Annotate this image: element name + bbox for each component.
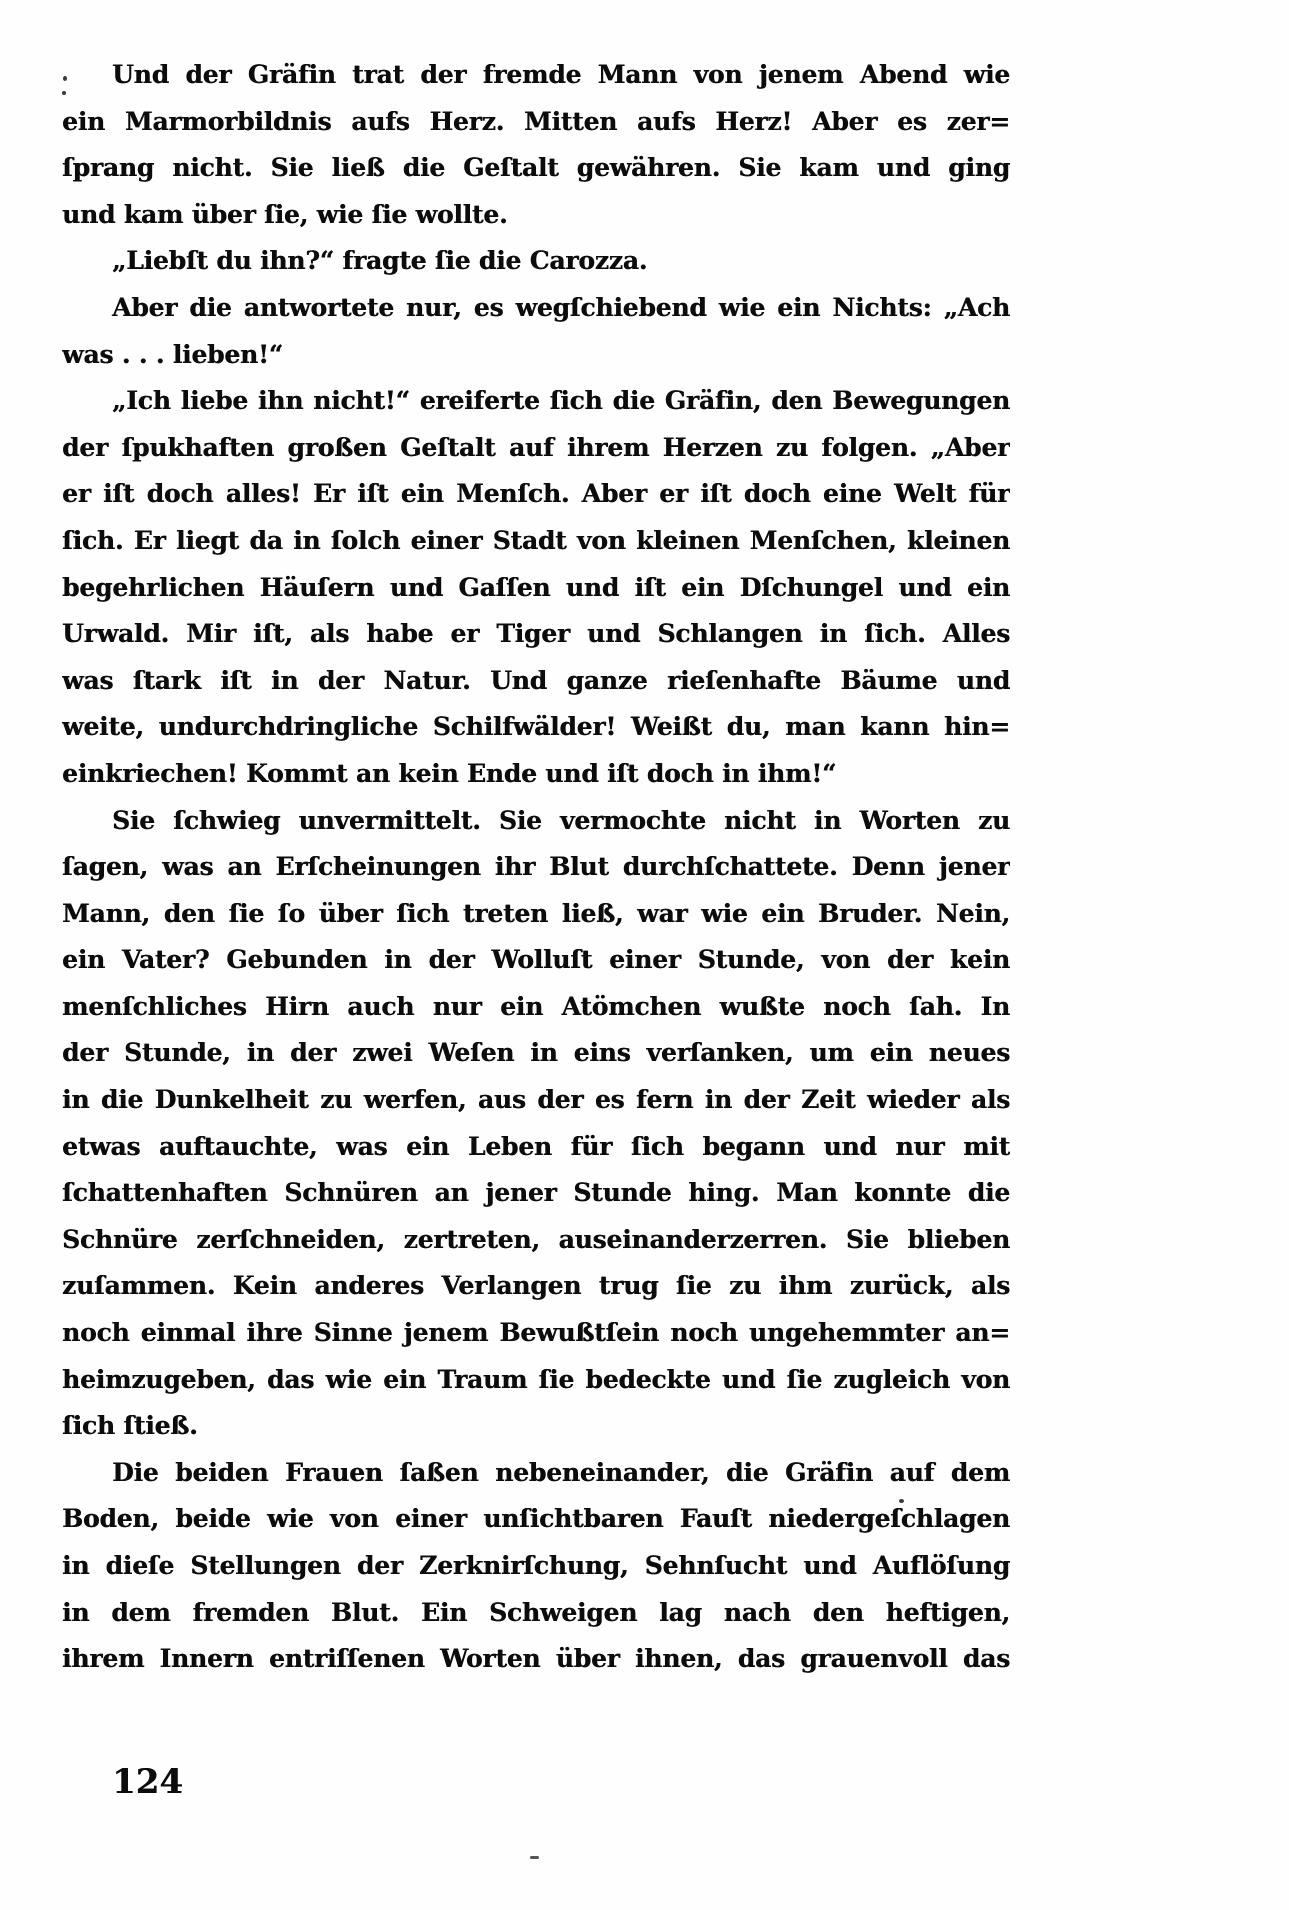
text-line: Boden, beide wie von einer unſichtbaren Fauſt niedergeſchlagen bbox=[62, 1504, 1010, 1534]
scan-artifact bbox=[530, 1856, 539, 1859]
text-line: er iſt doch alles! Er iſt ein Menſch. Aber er iſt doch eine Welt für bbox=[62, 479, 1010, 509]
text-line: heimzugeben, das wie ein Traum ſie bedeckte und ſie zugleich von bbox=[62, 1364, 1010, 1394]
text-line: weite, undurchdringliche Schilfwälder! Weißt du, man kann hin= bbox=[62, 712, 1010, 742]
text-line: „Liebſt du ihn?“ fragte ſie die Carozza. bbox=[112, 246, 648, 276]
text-line: Schnüre zerſchneiden, zertreten, auseinanderzerren. Sie blieben bbox=[62, 1224, 1010, 1254]
text-line: einkriechen! Kommt an kein Ende und iſt doch in ihm!“ bbox=[62, 758, 837, 788]
text-line: ihrem Innern entriſſenen Worten über ihnen, das grauenvoll das bbox=[62, 1644, 1010, 1674]
text-line: Aber die antwortete nur, es wegſchiebend wie ein Nichts: „Ach bbox=[112, 292, 1010, 322]
text-line: etwas auftauchte, was ein Leben für ſich begann und nur mit bbox=[62, 1131, 1010, 1161]
text-line: was ſtark iſt in der Natur. Und ganze rieſenhafte Bäume und bbox=[62, 665, 1010, 695]
text-line: ſich. Er liegt da in ſolch einer Stadt von kleinen Menſchen, kleinen bbox=[62, 525, 1010, 555]
text-line: ſagen, was an Erſcheinungen ihr Blut durchſchattete. Denn jener bbox=[62, 852, 1010, 882]
text-line: ſich ſtieß. bbox=[62, 1411, 198, 1441]
text-line: ein Marmorbildnis aufs Herz. Mitten aufs Herz! Aber es zer= bbox=[62, 106, 1010, 136]
text-line: in die Dunkelheit zu werfen, aus der es fern in der Zeit wieder als bbox=[62, 1085, 1010, 1115]
text-line: „Ich liebe ihn nicht!“ ereiferte ſich die Gräfin, den Bewegungen bbox=[112, 386, 1010, 416]
text-line: was . . . lieben!“ bbox=[62, 339, 283, 369]
text-line: in dem fremden Blut. Ein Schweigen lag nach den heftigen, bbox=[62, 1597, 1010, 1627]
text-line: ſchattenhaften Schnüren an jener Stunde hing. Man konnte die bbox=[62, 1178, 1010, 1208]
page-number: 124 bbox=[112, 1762, 183, 1802]
text-line: Die beiden Frauen ſaßen nebeneinander, die Gräfin auf dem bbox=[112, 1457, 1010, 1487]
text-line: Urwald. Mir iſt, als habe er Tiger und Schlangen in ſich. Alles bbox=[62, 619, 1010, 649]
text-line: in dieſe Stellungen der Zerknirſchung, Sehnſucht und Auflöſung bbox=[62, 1551, 1010, 1580]
text-line: zuſammen. Kein anderes Verlangen trug ſie zu ihm zurück, als bbox=[62, 1271, 1010, 1301]
text-line: der ſpukhaften großen Geſtalt auf ihrem Herzen zu folgen. „Aber bbox=[62, 432, 1010, 462]
text-line: Mann, den ſie ſo über ſich treten ließ, war wie ein Bruder. Nein, bbox=[62, 898, 1010, 928]
text-line: Sie ſchwieg unvermittelt. Sie vermochte nicht in Worten zu bbox=[112, 805, 1010, 835]
text-line: Und der Gräfin trat der fremde Mann von jenem Abend wie bbox=[112, 60, 1010, 89]
text-block bbox=[62, 52, 1010, 1683]
text-line: menſchliches Hirn auch nur ein Atömchen wußte noch ſah. In bbox=[62, 991, 1010, 1021]
text-line: und kam über ſie, wie ſie wollte. bbox=[62, 199, 508, 229]
text-line: begehrlichen Häuſern und Gaſſen und iſt ein Dſchungel und ein bbox=[62, 572, 1010, 602]
text-line: noch einmal ihre Sinne jenem Bewußtſein noch ungehemmter an= bbox=[62, 1318, 1010, 1348]
text-line: der Stunde, in der zwei Weſen in eins verſanken, um ein neues bbox=[62, 1038, 1010, 1068]
text-line: ſprang nicht. Sie ließ die Geſtalt gewähren. Sie kam und ging bbox=[62, 153, 1010, 183]
text-line: ein Vater? Gebunden in der Wolluſt einer Stunde, von der kein bbox=[62, 945, 1010, 975]
